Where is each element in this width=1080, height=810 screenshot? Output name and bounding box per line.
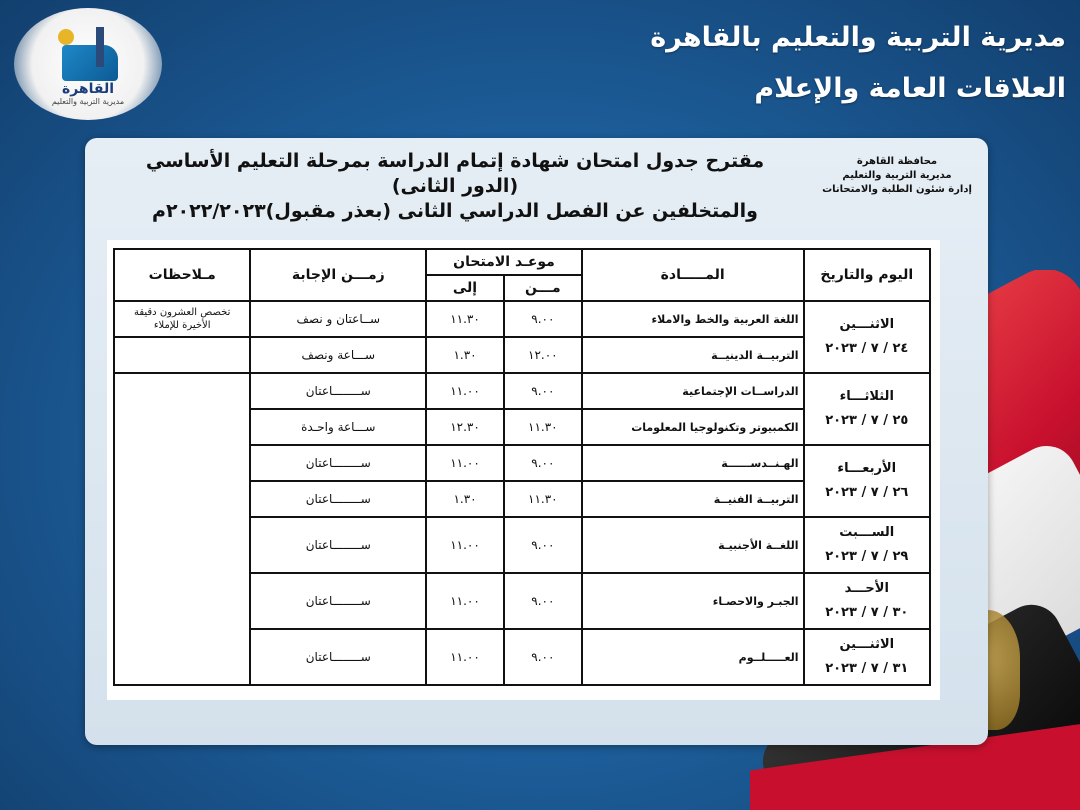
schedule-sheet bbox=[107, 240, 940, 700]
title-line-1: مقترح جدول امتحان شهادة إتمام الدراسة بمرحلة التعليم الأساسي bbox=[145, 150, 765, 172]
note-cell bbox=[114, 337, 250, 373]
duration-cell: ســــــــاعتان bbox=[250, 481, 426, 517]
day-cell bbox=[804, 629, 930, 685]
subject-cell: التربيــة الفنيــة bbox=[582, 481, 804, 517]
from-cell: ٩.٠٠ bbox=[504, 629, 582, 685]
schedule-title bbox=[105, 148, 805, 224]
department-info bbox=[812, 155, 982, 197]
day-date: ٢٦ / ٧ / ٢٠٢٣ bbox=[825, 485, 909, 500]
subject-cell: اللغة العربية والخط والاملاء bbox=[582, 301, 804, 337]
subject-cell: الهـنــدســــــة bbox=[582, 445, 804, 481]
duration-cell: ســــــــاعتان bbox=[250, 517, 426, 573]
day-name: الســـبت bbox=[839, 525, 895, 540]
from-cell: ٩.٠٠ bbox=[504, 573, 582, 629]
to-cell: ١١.٠٠ bbox=[426, 573, 504, 629]
to-cell: ١١.٠٠ bbox=[426, 629, 504, 685]
from-cell: ٩.٠٠ bbox=[504, 373, 582, 409]
subject-cell: الكمبيوتر وتكنولوجيا المعلومات bbox=[582, 409, 804, 445]
header-from: مـــن bbox=[504, 275, 582, 301]
to-cell: ١.٣٠ bbox=[426, 481, 504, 517]
day-date: ٣١ / ٧ / ٢٠٢٣ bbox=[825, 661, 909, 676]
table-row bbox=[114, 373, 930, 409]
from-cell: ٩.٠٠ bbox=[504, 445, 582, 481]
header-exam-time: موعـد الامتحان bbox=[426, 249, 582, 275]
to-cell: ١١.٣٠ bbox=[426, 301, 504, 337]
title-line-3: والمتخلفين عن الفصل الدراسي الثانى (بعذر مقبول)٢٠٢٢/٢٠٢٣م bbox=[152, 200, 758, 222]
header-day: اليوم والتاريخ bbox=[804, 249, 930, 301]
exam-schedule-table bbox=[113, 248, 931, 686]
subject-cell: اللغــة الأجنبيـة bbox=[582, 517, 804, 573]
note-cell: تخصص العشرون دقيقة الأخيرة للإملاء bbox=[114, 301, 250, 337]
from-cell: ٩.٠٠ bbox=[504, 517, 582, 573]
header-duration: زمـــن الإجابة bbox=[250, 249, 426, 301]
dept-line-2: مديرية التربية والتعليم bbox=[842, 170, 952, 181]
day-cell bbox=[804, 573, 930, 629]
header-subject: المـــــادة bbox=[582, 249, 804, 301]
duration-cell: ســاعتان و نصف bbox=[250, 301, 426, 337]
duration-cell: ســــــــاعتان bbox=[250, 629, 426, 685]
header-notes: مـلاحظات bbox=[114, 249, 250, 301]
table-row bbox=[114, 301, 930, 337]
header-directorate: مديرية التربية والتعليم بالقاهرة bbox=[650, 22, 1066, 53]
day-date: ٢٩ / ٧ / ٢٠٢٣ bbox=[825, 549, 909, 564]
page-header bbox=[650, 22, 1066, 104]
from-cell: ١١.٣٠ bbox=[504, 481, 582, 517]
day-date: ٣٠ / ٧ / ٢٠٢٣ bbox=[825, 605, 909, 620]
header-to: إلى bbox=[426, 275, 504, 301]
day-date: ٢٤ / ٧ / ٢٠٢٣ bbox=[825, 341, 909, 356]
logo-name: القاهرة bbox=[61, 80, 115, 97]
header-pr: العلاقات العامة والإعلام bbox=[754, 73, 1066, 104]
to-cell: ١.٣٠ bbox=[426, 337, 504, 373]
duration-cell: ســـاعة واحـدة bbox=[250, 409, 426, 445]
day-name: الاثنـــين bbox=[839, 637, 895, 652]
day-name: الاثنـــين bbox=[839, 317, 895, 332]
day-cell bbox=[804, 517, 930, 573]
day-cell bbox=[804, 301, 930, 373]
subject-cell: الدراســات الإجتماعية bbox=[582, 373, 804, 409]
logo-mark-icon bbox=[52, 23, 124, 85]
day-cell bbox=[804, 373, 930, 445]
day-cell bbox=[804, 445, 930, 517]
directorate-logo bbox=[14, 8, 162, 120]
from-cell: ١٢.٠٠ bbox=[504, 337, 582, 373]
subject-cell: التربيــة الدينيــة bbox=[582, 337, 804, 373]
to-cell: ١١.٠٠ bbox=[426, 445, 504, 481]
dept-line-1: محافظة القاهرة bbox=[856, 156, 938, 167]
subject-cell: الجبـر والاحصـاء bbox=[582, 573, 804, 629]
subject-cell: العـــــلــوم bbox=[582, 629, 804, 685]
dept-line-3: إدارة شئون الطلبة والامتحانات bbox=[822, 184, 972, 195]
logo-subtitle: مديرية التربية والتعليم bbox=[51, 96, 125, 106]
day-date: ٢٥ / ٧ / ٢٠٢٣ bbox=[825, 413, 909, 428]
to-cell: ١٢.٣٠ bbox=[426, 409, 504, 445]
title-line-2: (الدور الثانى) bbox=[391, 175, 519, 197]
duration-cell: ســــــــاعتان bbox=[250, 373, 426, 409]
duration-cell: ســــــــاعتان bbox=[250, 573, 426, 629]
duration-cell: ســــــــاعتان bbox=[250, 445, 426, 481]
note-cell bbox=[114, 373, 250, 685]
from-cell: ٩.٠٠ bbox=[504, 301, 582, 337]
to-cell: ١١.٠٠ bbox=[426, 517, 504, 573]
day-name: الثلاثـــاء bbox=[839, 389, 894, 404]
to-cell: ١١.٠٠ bbox=[426, 373, 504, 409]
duration-cell: ســـاعة ونصف bbox=[250, 337, 426, 373]
day-name: الأربعـــاء bbox=[837, 461, 897, 476]
day-name: الأحـــد bbox=[844, 581, 889, 596]
from-cell: ١١.٣٠ bbox=[504, 409, 582, 445]
